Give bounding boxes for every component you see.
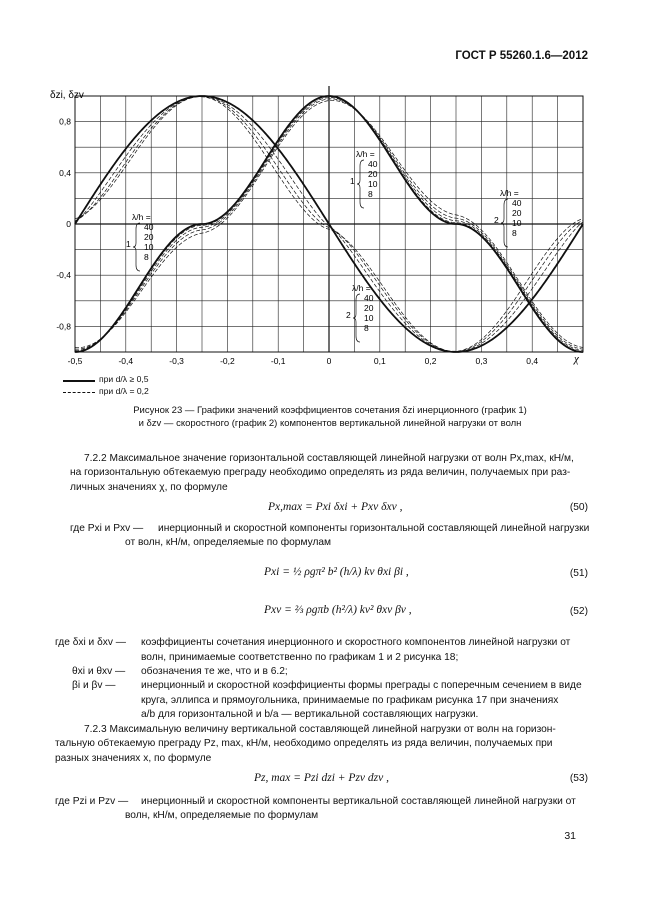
y-axis-label: δzi, δzv (50, 90, 84, 101)
x-tick-label: -0,4 (118, 356, 134, 366)
d3-line2: круга, эллипса и прямоугольника, принимаемые по графикам рисунка 17 при значениях (141, 694, 559, 706)
legend-label-dashed: при d/λ = 0,2 (99, 386, 149, 396)
lh-value: 20 (512, 208, 522, 218)
y-tick-label: -0,4 (56, 270, 71, 281)
formula-51: Pxi = ½ ρgπ² b² (h/λ) kv θxi βi , (264, 566, 409, 578)
def-1-desc (141, 636, 591, 665)
curve-number: 1 (126, 239, 131, 249)
caption-line-2: и δzv — скоростного (график 2) компонентов вертикальной линейной нагрузки от волн (138, 418, 522, 429)
d3-line1: инерционный и скоростной коэффициенты формы преграды с поперечным сечением в виде (141, 680, 582, 691)
equation-number-50: (50) (569, 502, 588, 513)
x-tick-label: 0 (326, 356, 332, 366)
lh-value: 8 (144, 252, 149, 262)
lh-value: 8 (364, 323, 369, 333)
p723-line2: тальную обтекаемую преграду Pz, max, кН/м, необходимо определять из ряда величин, получаемых при (55, 738, 553, 749)
brace (357, 160, 364, 208)
paragraph-7-2-3-cont (55, 737, 591, 766)
w50-line1: инерционный и скоростной компоненты горизонтальной составляющей линейной нагрузки (158, 523, 590, 534)
d3-line3: a/b для горизонтальной и b/a — вертикальной составляющих нагрузки. (141, 709, 479, 720)
where-53-desc-cont: волн, кН/м, определяемые по формулам (125, 810, 319, 821)
p722-line3: личных значениях χ, по формуле (70, 481, 228, 493)
caption-line-1: Рисунок 23 — Графики значений коэффициентов сочетания δzi инерционного (график 1) (133, 405, 527, 416)
annotation-curve2-bottom (346, 283, 374, 342)
curve-number: 2 (346, 310, 351, 320)
brace (133, 223, 140, 271)
y-tick-label: -0,8 (56, 321, 71, 332)
lh-value: 10 (144, 242, 154, 252)
page-number: 31 (564, 830, 576, 842)
def-3-desc (141, 679, 591, 723)
formula-53: Pz, max = Pzi dzi + Pzv dzv , (254, 772, 389, 784)
x-tick-label: 0,3 (475, 356, 488, 366)
p722-line2: на горизонтальную обтекаемую преграду необходимо определять из ряда величин, получаемых при раз- (70, 467, 571, 478)
x-tick-label: -0,3 (169, 356, 184, 366)
lh-value: 40 (368, 159, 378, 169)
where-53-desc (141, 795, 591, 810)
curve-number: 2 (494, 215, 499, 225)
curve-number: 1 (350, 176, 355, 186)
def-3-term: βi и βv — (72, 680, 116, 691)
chart-labels (56, 117, 538, 366)
legend-item-solid (63, 374, 223, 386)
lh-value: 40 (144, 222, 154, 232)
lh-label: λ/h = (356, 149, 375, 159)
brace (353, 294, 360, 342)
lh-value: 40 (364, 293, 374, 303)
x-tick-label: -0,2 (220, 356, 235, 366)
lh-value: 20 (368, 169, 378, 179)
chart-legend (63, 374, 223, 398)
x-tick-label: 0,2 (424, 356, 437, 366)
x-tick-label: 0,1 (373, 356, 386, 366)
annotation-curve1-left (126, 212, 154, 271)
where-53-term: где Pzi и Pzv — (55, 796, 129, 807)
paragraph-7-2-2-cont (70, 466, 590, 495)
x-tick-label: -0,1 (270, 356, 286, 366)
d1-line1: коэффициенты сочетания инерционного и скоростного компонентов линейной нагрузки от (141, 637, 571, 648)
p722-line1: 7.2.2 Максимальное значение горизонтальной составляющей линейной нагрузки от волн Px,max, кН/м, (84, 453, 574, 464)
legend-item-dashed (63, 386, 223, 398)
lh-label: λ/h = (132, 212, 151, 222)
def-2-desc: обозначения те же, что и в 6.2; (141, 666, 288, 677)
def-2-term: θxi и θxv — (72, 666, 126, 677)
formula-50: Px,max = Pxi δxi + Pxv δxv , (268, 501, 403, 513)
x-tick-label: 0,4 (526, 356, 539, 366)
lh-value: 8 (368, 189, 373, 199)
paragraph-7-2-2 (84, 452, 594, 467)
figure-caption (70, 404, 590, 430)
y-tick-label: 0,4 (59, 167, 71, 178)
where-50-desc-cont: от волн, кН/м, определяемые по формулам (125, 537, 332, 548)
annotation-curve2-right (494, 188, 522, 247)
y-tick-label: 0,8 (59, 116, 71, 127)
chart-figure-23 (0, 0, 646, 400)
document-header: ГОСТ Р 55260.1.6—2012 (455, 50, 588, 62)
w53-line1: инерционный и скоростной компоненты вертикальной составляющей линейной нагрузки от (141, 796, 576, 807)
x-tick-label: -0,5 (67, 356, 83, 366)
where-50-desc (158, 522, 590, 537)
lh-value: 20 (364, 303, 374, 313)
p723-line3: разных значениях x, по формуле (55, 752, 212, 764)
formula-52: Pxv = ⅔ ρgπb (h²/λ) kv² θxv βv , (264, 604, 412, 616)
lh-value: 40 (512, 198, 522, 208)
lh-value: 10 (368, 179, 378, 189)
lh-value: 20 (144, 232, 154, 242)
where-50-term: где Pxi и Pxv — (70, 523, 144, 534)
d1-line2: волн, принимаемые соответственно по графикам 1 и 2 рисунка 18; (141, 651, 459, 663)
lh-value: 10 (364, 313, 374, 323)
y-tick-label: 0 (66, 219, 71, 229)
equation-number-53: (53) (569, 773, 588, 784)
lh-label: λ/h = (352, 283, 371, 293)
legend-label-solid: при d/λ ≥ 0,5 (99, 374, 149, 384)
lh-label: λ/h = (500, 188, 519, 198)
paragraph-7-2-3: 7.2.3 Максимальную величину вертикальной составляющей линейной нагрузки от волн на горизон- (84, 724, 556, 735)
equation-number-51: (51) (569, 568, 588, 579)
lh-value: 8 (512, 228, 517, 238)
lh-value: 10 (512, 218, 522, 228)
equation-number-52: (52) (569, 606, 588, 617)
def-1-term: где δxi и δxv — (55, 637, 126, 648)
x-axis-label: χ (574, 353, 579, 365)
